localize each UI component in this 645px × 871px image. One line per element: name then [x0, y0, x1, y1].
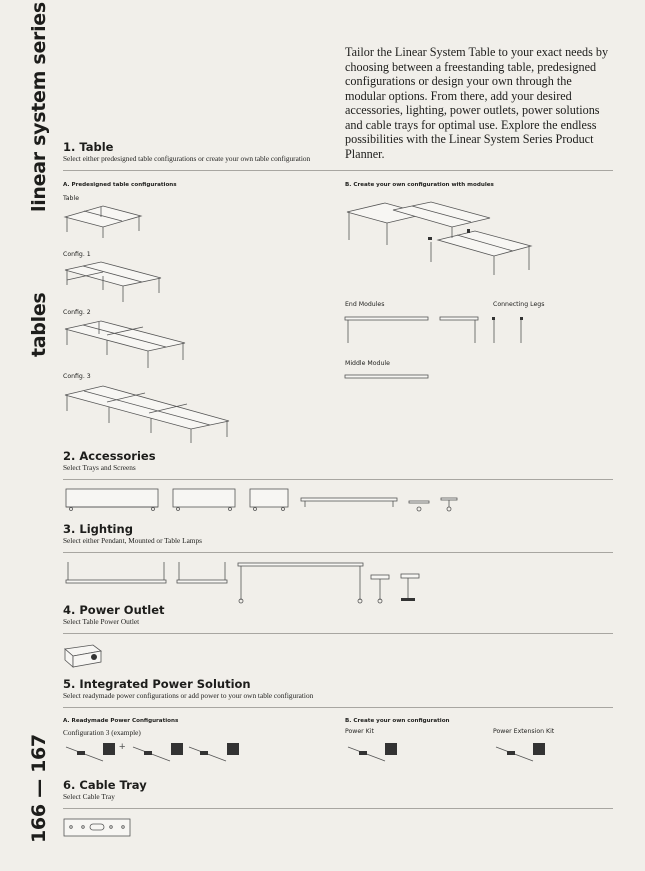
- section-table-subtitle: Select either predesigned table configurations or create your own table configuration: [63, 154, 311, 163]
- connecting-legs-label: Connecting Legs: [493, 301, 545, 308]
- own-config-heading: B. Create your own configuration with modules: [345, 182, 494, 188]
- section-cable-tray-title: 6. Cable Tray: [63, 778, 147, 792]
- connecting-legs-illustration: [490, 317, 530, 347]
- section-table-title: 1. Table: [63, 140, 114, 154]
- section-divider: [63, 170, 613, 171]
- section-divider: [63, 552, 613, 553]
- readymade-heading: A. Readymade Power Configurations: [63, 718, 179, 724]
- section-divider: [63, 633, 613, 634]
- section-accessories-subtitle: Select Trays and Screens: [63, 463, 136, 472]
- section-divider: [63, 707, 613, 708]
- category-vertical-title: tables: [28, 292, 50, 357]
- middle-module-label: Middle Module: [345, 360, 390, 367]
- intro-paragraph: Tailor the Linear System Table to your exact needs by choosing between a freestanding table, predesigned configurations or design your own through the modular options. From there, add your desired accessories, lighting, power outlets, power solutions and cable trays for optimal use. Explore the endless possibilities with the Linear System Series Product Planner.: [345, 45, 609, 161]
- readymade-example-label: Configuration 3 (example): [63, 728, 141, 737]
- section-power-solution-title: 5. Integrated Power Solution: [63, 677, 251, 691]
- power-outlet-illustration: [63, 643, 103, 668]
- series-vertical-title: linear system series: [28, 2, 50, 212]
- power-config-illustration: [63, 739, 243, 764]
- predesigned-heading: A. Predesigned table configurations: [63, 182, 177, 188]
- section-cable-tray-subtitle: Select Cable Tray: [63, 792, 115, 801]
- power-kit-illustration: [345, 739, 400, 764]
- modular-config-illustration: [345, 200, 535, 275]
- power-kit-label: Power Kit: [345, 728, 374, 735]
- config-1-label: Config. 1: [63, 251, 91, 258]
- section-divider: [63, 479, 613, 480]
- config-3-label: Config. 3: [63, 373, 91, 380]
- end-modules-label: End Modules: [345, 301, 385, 308]
- config-1-illustration: [63, 260, 163, 305]
- table-label: Table: [63, 195, 79, 202]
- plus-sign: +: [119, 741, 126, 753]
- middle-module-illustration: [345, 375, 430, 380]
- section-power-outlet-title: 4. Power Outlet: [63, 603, 165, 617]
- own-power-heading: B. Create your own configuration: [345, 718, 450, 724]
- section-accessories-title: 2. Accessories: [63, 449, 156, 463]
- section-divider: [63, 808, 613, 809]
- section-power-solution-subtitle: Select readymade power configurations or add power to your own table configuration: [63, 691, 314, 700]
- page-numbers: 166 — 167: [28, 734, 50, 843]
- section-power-outlet-subtitle: Select Table Power Outlet: [63, 617, 140, 626]
- end-modules-illustration: [345, 317, 485, 347]
- config-2-label: Config. 2: [63, 309, 91, 316]
- trays-screens-illustration: [63, 487, 463, 515]
- table-illustration: [63, 203, 143, 238]
- config-2-illustration: [63, 318, 188, 368]
- config-3-illustration: [63, 383, 233, 443]
- section-lighting-subtitle: Select either Pendant, Mounted or Table Lamps: [63, 536, 202, 545]
- lighting-illustration: [63, 560, 433, 605]
- cable-tray-illustration: [63, 818, 133, 838]
- power-extension-kit-illustration: [493, 739, 548, 764]
- section-lighting-title: 3. Lighting: [63, 522, 133, 536]
- power-extension-kit-label: Power Extension Kit: [493, 728, 555, 735]
